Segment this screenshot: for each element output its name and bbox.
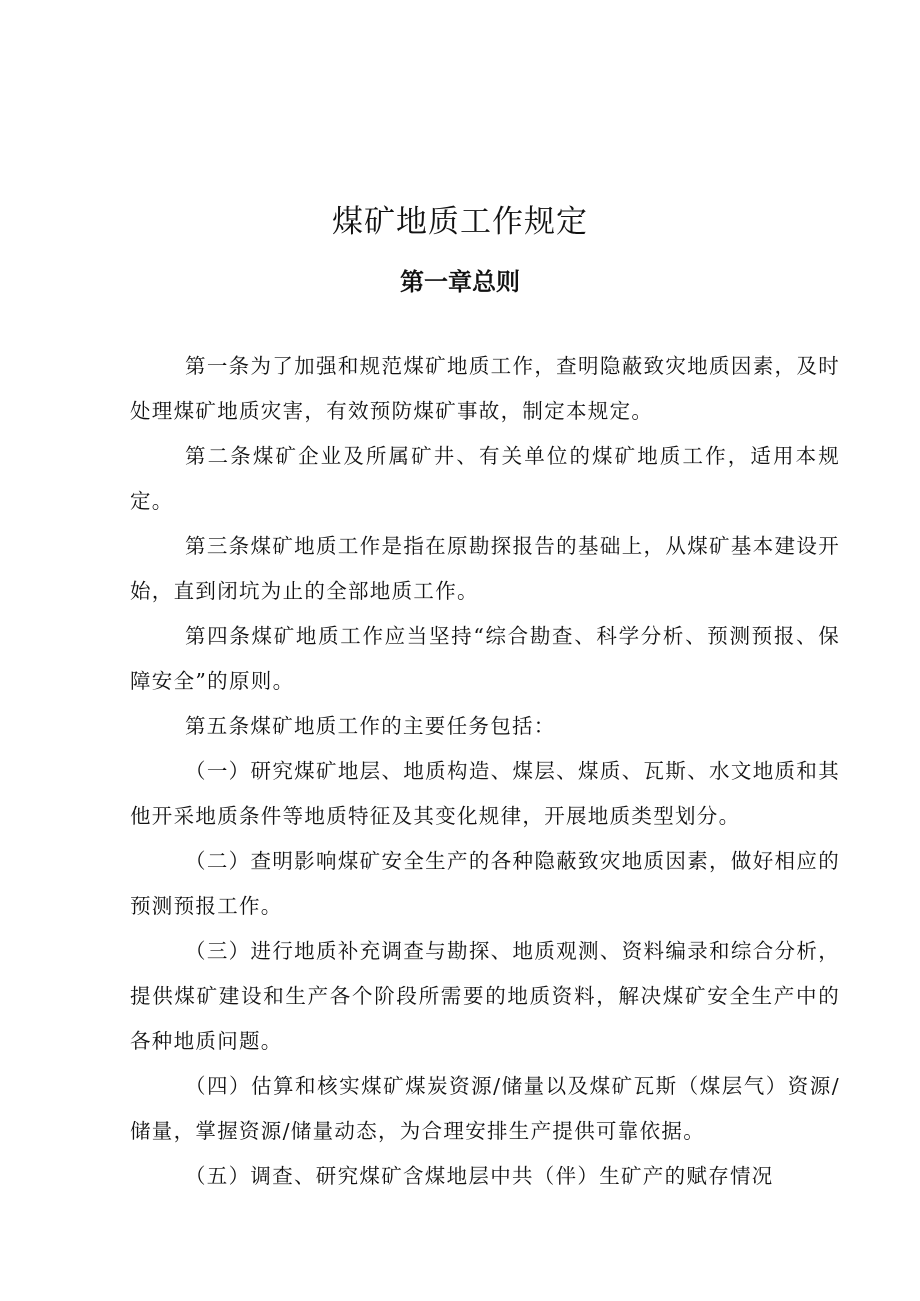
article-3-paragraph: 第三条煤矿地质工作是指在原勘探报告的基础上，从煤矿基本建设开始，直到闭坑为止的全部地质工作。: [130, 534, 840, 603]
article-5-item-4: （四）估算和核实煤矿煤炭资源/储量以及煤矿瓦斯（煤层气）资源/储量，掌握资源/储量动态，为合理安排生产提供可靠依据。: [130, 1074, 840, 1143]
article-5-item-3: （三）进行地质补充调查与勘探、地质观测、资料编录和综合分析，提供煤矿建设和生产各个阶段所需要的地质资料，解决煤矿安全生产中的各种地质问题。: [130, 939, 840, 1053]
document-title: 煤矿地质工作规定: [332, 204, 588, 240]
chapter-heading: 第一章总则: [400, 268, 520, 296]
article-5-item-2: （二）查明影响煤矿安全生产的各种隐蔽致灾地质因素，做好相应的预测预报工作。: [130, 849, 840, 918]
document-body: [130, 344, 840, 1199]
article-5-item-5: （五）调查、研究煤矿含煤地层中共（伴）生矿产的赋存情况: [185, 1164, 774, 1188]
article-5-paragraph: 第五条煤矿地质工作的主要任务包括：: [185, 714, 556, 738]
article-1-paragraph: 第一条为了加强和规范煤矿地质工作，查明隐蔽致灾地质因素，及时处理煤矿地质灾害，有效预防煤矿事故，制定本规定。: [130, 354, 840, 423]
article-5-item-1: （一）研究煤矿地层、地质构造、煤层、煤质、瓦斯、水文地质和其他开采地质条件等地质特征及其变化规律，开展地质类型划分。: [130, 759, 840, 828]
article-2-paragraph: 第二条煤矿企业及所属矿井、有关单位的煤矿地质工作，适用本规定。: [130, 444, 840, 513]
article-4-paragraph: 第四条煤矿地质工作应当坚持“综合勘查、科学分析、预测预报、保障安全”的原则。: [130, 624, 840, 693]
